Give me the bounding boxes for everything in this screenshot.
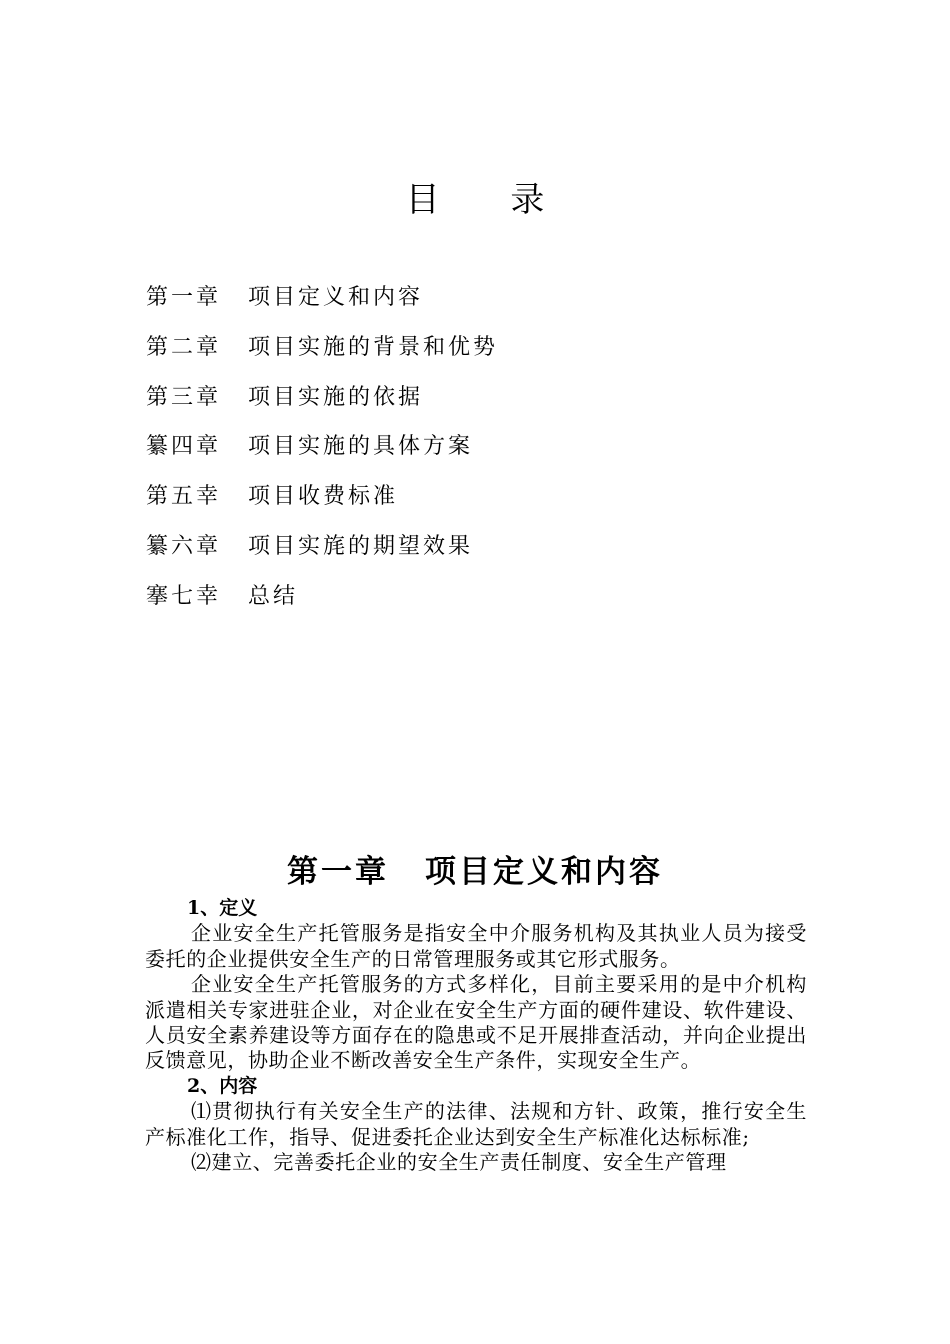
toc-item[interactable]: [146, 278, 498, 328]
toc-chapter-number: 第二章: [146, 334, 222, 360]
toc-item[interactable]: [146, 527, 498, 577]
paragraph: 企业安全生产托管服务的方式多样化，目前主要采用的是中介机构派遣相关专家进驻企业，对企业在安全生产方面的硬件建设、软件建设、人员安全素养建设等方面存在的隐患或不足开展排查活动，并向企业提出反馈意见，协助企业不断改善安全生产条件，实现安全生产。: [145, 972, 807, 1073]
chapter-heading: [0, 846, 950, 898]
toc-chapter-number: 第三章: [146, 384, 222, 410]
toc-chapter-title: 总结: [248, 583, 299, 609]
chapter-body: [145, 896, 807, 1175]
toc-item[interactable]: [146, 577, 498, 627]
toc-chapter-title: 项目实施的具体方案: [248, 434, 474, 460]
section-heading-content: 2、内容: [187, 1074, 258, 1097]
toc-title: 目 录: [405, 180, 575, 220]
toc-chapter-number: 纂六章: [146, 533, 222, 559]
toc-chapter-number: 第一章: [146, 285, 222, 310]
toc-chapter-title: 项目实施的背景和优势: [248, 334, 499, 360]
toc-item[interactable]: [146, 378, 498, 428]
toc-item[interactable]: [146, 427, 498, 477]
chapter-title: 项目定义和内容: [425, 854, 663, 890]
table-of-contents: [146, 278, 498, 627]
toc-chapter-title: 项目实施的依据: [248, 384, 424, 410]
toc-item[interactable]: [146, 477, 498, 527]
toc-chapter-title: 项目定义和内容: [248, 285, 424, 310]
toc-chapter-number: 第五幸: [146, 484, 222, 510]
section-heading-definition: 1、定义: [187, 897, 258, 919]
paragraph: 企业安全生产托管服务是指安全中介服务机构及其执业人员为接受委托的企业提供安全生产的日常管理服务或其它形式服务。: [145, 921, 807, 971]
toc-chapter-title: 项目实旄的期望效果: [248, 533, 474, 559]
toc-chapter-title: 项目收费标准: [248, 484, 399, 510]
toc-item[interactable]: [146, 328, 498, 378]
paragraph: ⑴贯彻执行有关安全生产的法律、法规和方针、政策，推行安全生产标准化工作，指导、促进委托企业达到安全生产标准化达标标准;: [145, 1099, 807, 1149]
toc-chapter-number: 纂四章: [146, 434, 222, 460]
toc-chapter-number: 搴七幸: [146, 583, 222, 609]
paragraph: ⑵建立、完善委托企业的安全生产责任制度、安全生产管理: [191, 1150, 727, 1175]
chapter-number: 第一章: [287, 854, 389, 890]
